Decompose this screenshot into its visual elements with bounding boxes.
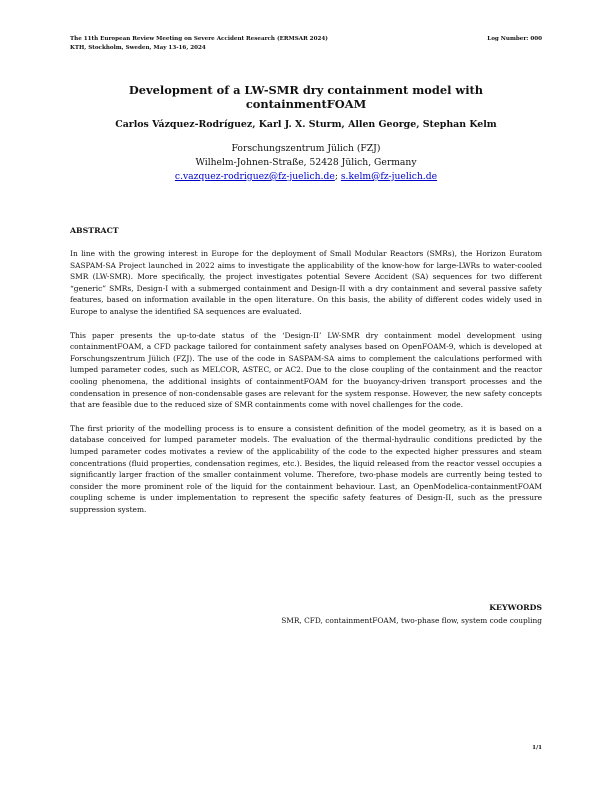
abstract-heading: ABSTRACT [70, 226, 119, 235]
institute-name: Forschungszentrum Jülich (FZJ) [231, 143, 381, 154]
paper-title: Development of a LW-SMR dry containment model with containmentFOAM [128, 83, 484, 111]
header-conference: The 11th European Review Meeting on Severe Accident Research (ERMSAR 2024) [70, 36, 328, 42]
keywords-heading: KEYWORDS [489, 603, 542, 612]
email-link-author4[interactable]: s.kelm@fz-juelich.de [340, 171, 438, 182]
abstract-paragraph-3: The first priority of the modelling process is to ensure a consistent definition of the model geometry, as it is based on a database conceived for lumped parameter models. The evaluation of the thermal-hydraulic conditions predicted by the lumped parameter codes motivates a review of the applicability of the code to the expected higher pressures and steam concentrations (fluid properties, condensation regimes, etc.). Besides, the liquid released from the reactor vessel occupies a significantly larger fraction of the smaller containment volume. Therefore, two-phase models are currently being tested to consider the more prominent role of the liquid for the containment behaviour. Last, an OpenModelica-containmentFOAM coupling scheme is under implementation to represent the specific safety features of Design-II, such as the pressure suppression system. [70, 423, 542, 514]
header-log-number: Log Number: 000 [487, 36, 542, 42]
email-separator: ; [334, 171, 338, 182]
keywords-block [281, 601, 542, 627]
affiliation [70, 142, 542, 184]
abstract-paragraph-1: In line with the growing interest in Europe for the deployment of Small Modular Reactors (SMRs), the Horizon Euratom SASPAM-SA Project launched in 2022 aims to investigate the applicability of the know-how for large-LWRs to water-cooled SMR (LW-SMR). More specifically, the project investigates potential Severe Accident (SA) sequences for two different “generic” SMRs, Design-I with a submerged containment and Design-II with a dry containment and several passive safety features, based on information available in the open literature. On this basis, the ability of different codes widely used in Europe to analyse the identified SA sequences are evaluated. [70, 249, 542, 316]
contact-emails [70, 170, 542, 184]
page-number: 1/1 [532, 745, 542, 751]
abstract-body [70, 248, 542, 527]
institute-address: Wilhelm-Johnen-Straße, 52428 Jülich, Germany [195, 157, 417, 168]
email-link-author1[interactable]: c.vazquez-rodriguez@fz-juelich.de [174, 171, 335, 182]
header-venue: KTH, Stockholm, Sweden, May 13-16, 2024 [70, 44, 206, 51]
keywords-list: SMR, CFD, containmentFOAM, two-phase flow, system code coupling [281, 616, 542, 625]
author-list: Carlos Vázquez-Rodríguez, Karl J. X. Sturm, Allen George, Stephan Kelm [115, 119, 497, 130]
abstract-paragraph-2: This paper presents the up-to-date status of the ‘Design-II’ LW-SMR dry containment model development using containmentFOAM, a CFD package tailored for containment safety analyses based on OpenFOAM-9, which is developed at Forschungszentrum Jülich (FZJ). The use of the code in SASPAM-SA aims to complement the calculations performed with lumped parameter codes, such as MELCOR, ASTEC, or AC2. Due to the close coupling of the containment and the reactor cooling phenomena, the additional insights of containmentFOAM for the buoyancy-driven transport processes and the condensation in presence of non-condensable gases are relevant for the system response. However, the new safety concepts that are feasible due to the reduced size of SMR containments come with novel challenges for the code. [70, 330, 542, 410]
header-left [70, 35, 328, 52]
